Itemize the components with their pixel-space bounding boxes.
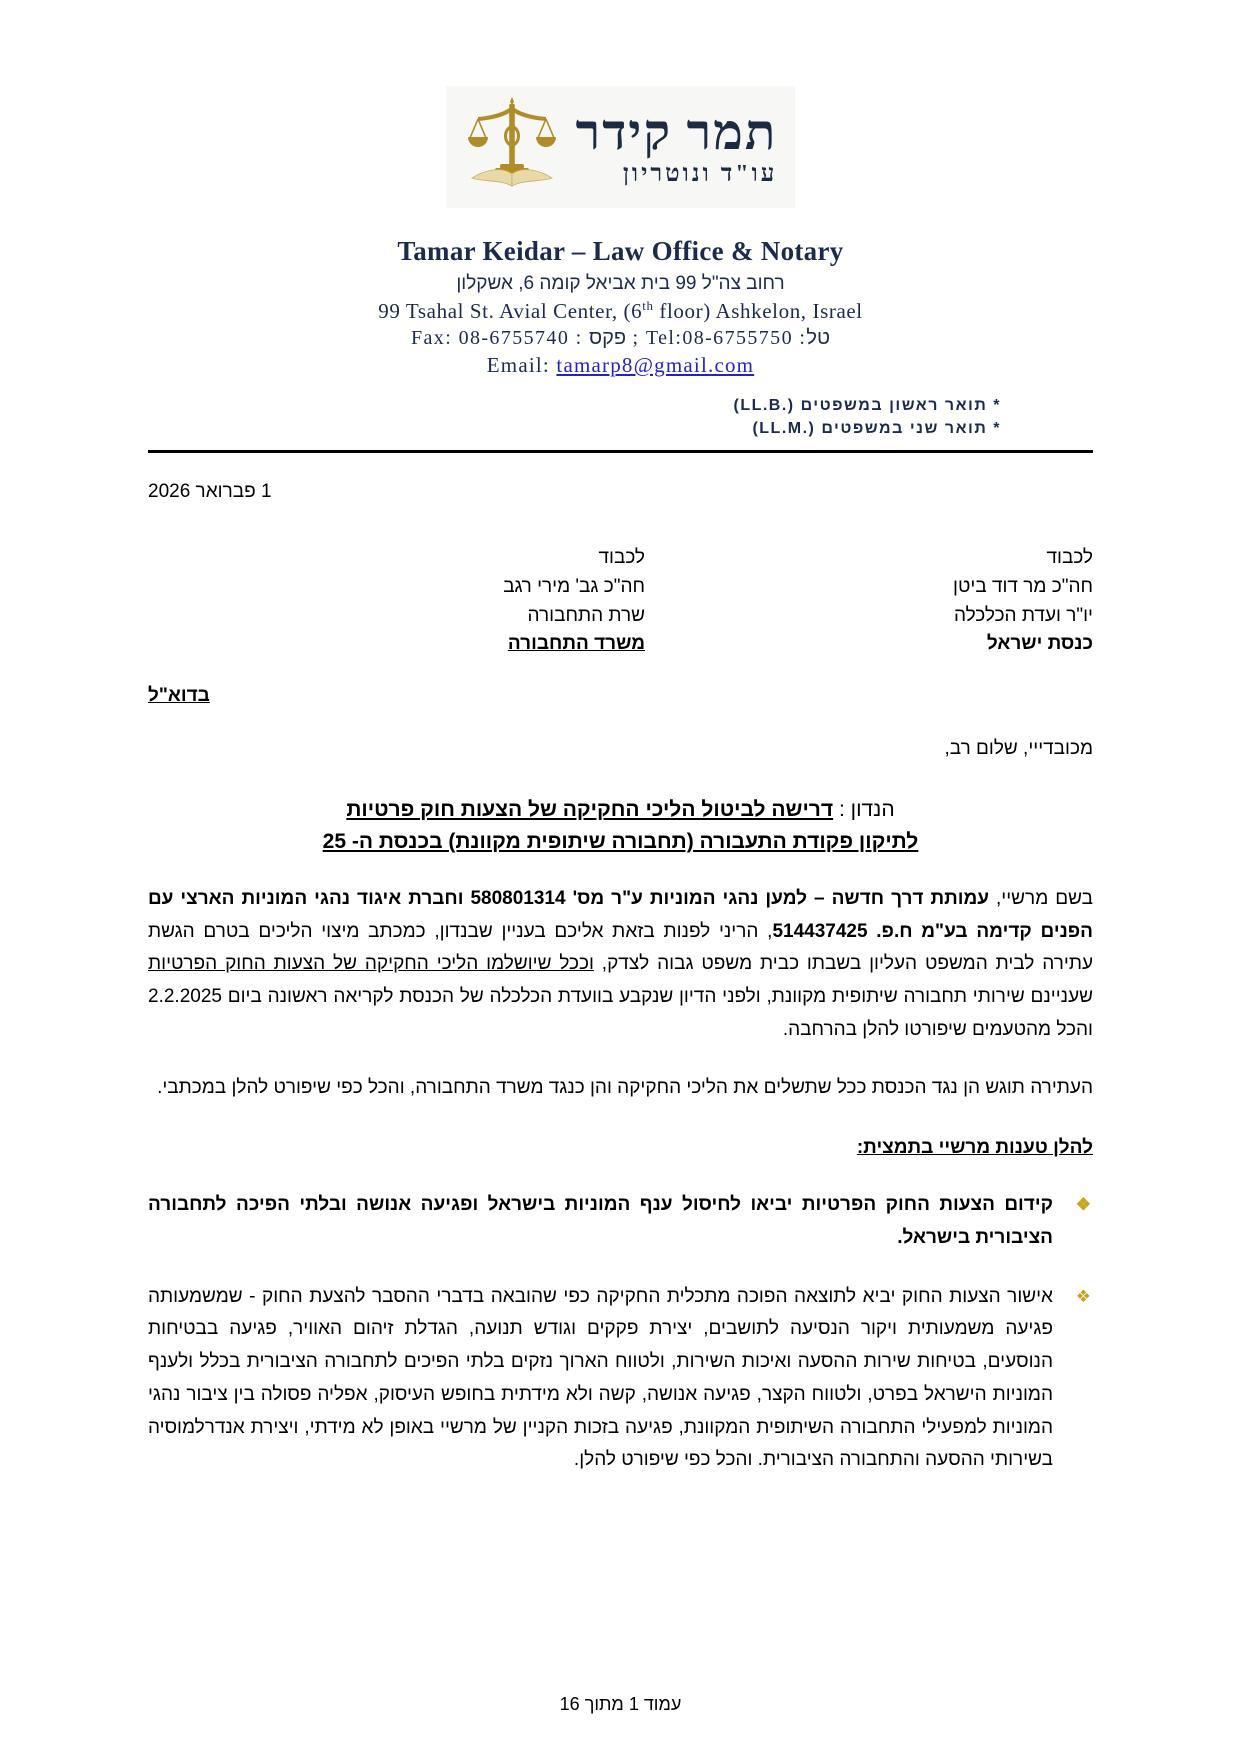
paragraph-2: העתירה תוגש הן נגד הכנסת ככל שתשלים את הליכי החקיקה והן כנגד משרד התחבורה, והכל כפי שיפורט להלן במכתבי. <box>157 1077 1093 1099</box>
list-item <box>148 1281 1093 1477</box>
degree-llm: * תואר שני במשפטים (.LL.M) <box>752 420 1001 438</box>
tel-label-he: טל <box>806 327 830 349</box>
letter-date: 1 פברואר 2026 <box>148 481 272 503</box>
firm-logo <box>446 86 796 208</box>
subject-line-1: דרישה לביטול הליכי החקיקה של הצעות חוק פרטיות <box>346 798 834 822</box>
letterhead <box>0 0 1241 440</box>
address-en-pre: 99 Tsahal St. Avial Center, (6 <box>378 299 643 323</box>
addressee-org: משרד התחבורה <box>507 633 645 655</box>
claims-list <box>148 1189 1093 1476</box>
subject-heading <box>148 794 1093 857</box>
email-link[interactable]: tamarp8@gmail.com <box>556 353 755 377</box>
addressee-org: כנסת ישראל <box>986 633 1093 655</box>
paragraph-1 <box>148 883 1093 1046</box>
header-divider <box>148 450 1093 453</box>
email-line <box>0 353 1241 378</box>
greeting-line: מכובדייי, שלום רב, <box>944 737 1093 759</box>
addressee-salutation: לכבוד <box>1046 546 1093 568</box>
diamond-bullet-icon: ❖ <box>1075 1286 1091 1306</box>
subject-label: הנדון : <box>838 798 895 822</box>
p1-parties-bold: עמותת דרך חדשה – למען נהגי המוניות ע"ר מס' 580801314 וחברת איגוד נהגי המוניות הארצי עם הפנים קדימה בע"מ ח.פ. 514437425 <box>148 888 1093 942</box>
page-footer: עמוד 1 מתוך 16 <box>559 1694 682 1714</box>
diamond-bullet-icon: ❖ <box>1075 1195 1091 1215</box>
email-label: Email: <box>486 353 550 377</box>
addressee-transport <box>325 544 645 660</box>
addressee-name: חה"כ מר דוד ביטן <box>953 575 1093 597</box>
addressee-role: שרת התחבורה <box>527 604 645 626</box>
logo-firm-name-he: תמר קידר <box>575 103 778 160</box>
p1-text-a: בשם מרשיי, <box>989 888 1093 910</box>
addressee-block <box>148 544 1093 660</box>
subject-line-2: לתיקון פקודת התעבורה (תחבורה שיתופית מקוונת) בכנסת ה- 25 <box>322 829 919 853</box>
addressee-role: יו"ר ועדת הכלכלה <box>953 604 1093 626</box>
fax-label: Fax <box>411 327 446 349</box>
section-heading-claims: להלן טענות מרשיי בתמצית: <box>856 1137 1093 1159</box>
p1-text-c: שעניינם שירותי תחבורה שיתופית מקוונת, ולפני הדיון שנקבע בוועדת הכלכלה של הכנסת לקריאה ראשונה ביום 2.2.2025 והכל מהטעמים שיפורטו להלן בהרחבה. <box>148 986 1093 1040</box>
tel-number: 08-6755750 <box>682 327 793 349</box>
address-english <box>0 298 1241 324</box>
list-item-text: קידום הצעות החוק הפרטיות יביאו לחיסול ענף המוניות בישראל ופגיעה אנושה ובלתי הפיכה לתחבורה הציבורית בישראל. <box>148 1194 1053 1249</box>
p1-underlined-clause: וככל שיושלמו הליכי החקיקה של הצעות החוק הפרטיות <box>148 953 594 975</box>
firm-title-en: Tamar Keidar – Law Office & Notary <box>397 236 844 266</box>
address-hebrew: רחוב צה"ל 99 בית אביאל קומה 6, אשקלון <box>456 273 785 294</box>
scales-of-justice-icon <box>464 94 560 198</box>
addressee-name: חה"כ גב' מירי רגב <box>503 575 645 597</box>
addressee-knesset <box>793 544 1093 660</box>
address-en-post: floor) Ashkelon, Israel <box>653 299 863 323</box>
p1-text-b: , הריני לפנות בזאת אליכם בעניין שבנדון, כמכתב מיצוי הליכים בטרם הגשת עתירה לבית המשפט העליון בשבתו כבית משפט גבוה לצדק, <box>148 920 1093 975</box>
tel-label: Tel <box>645 327 676 349</box>
letter-body <box>148 477 1093 1476</box>
address-en-ordinal: th <box>642 298 654 313</box>
fax-label-he: פקס <box>589 327 627 349</box>
list-item <box>148 1189 1093 1254</box>
fax-tel-line: Fax: 08-6755740 : פקס ; Tel:08-6755750 :טל <box>411 327 830 349</box>
degree-llb: * תואר ראשון במשפטים (.LL.B) <box>733 397 1001 414</box>
addressee-salutation: לכבוד <box>598 546 645 568</box>
fax-number: 08-6755740 <box>458 327 570 349</box>
logo-firm-subtitle-he: עו"ד ונוטריון <box>622 161 778 188</box>
degrees-block <box>0 394 1001 440</box>
list-item-text: אישור הצעות החוק יביא לתוצאה הפוכה מתכלית החקיקה כפי שהובאה בדברי ההסבר להצעת החוק - שמשמעותה פגיעה משמעותית ויקור הנסיעה לתושבים, יצירת פקקים וגודש תנועה, הגדלת זיהום האוויר, פגיעה בבטיחות הנוסעים, בטיחות שירות ההסעה ואיכות השירות, ולטווח הארוך נזקים בלתי הפיכים לתחבורה הציבורית בכלל ולענף המוניות הישראל בפרט, ולטווח הקצר, פגיעה אנושה, קשה ולא מידתית בחופש העיסוק, אפליה פסולה בין ציבור נהגי המוניות למפעילי התחבורה השיתופית המקוונת, פגיעה בזכות הקניין של מרשיי באופן לא מידתי, ויצירת אנדרלמוסיה בשירותי ההסעה והתחבורה הציבורית. והכל כפי שיפורט להלן. <box>148 1285 1053 1471</box>
delivery-method: בדוא"ל <box>148 685 210 707</box>
